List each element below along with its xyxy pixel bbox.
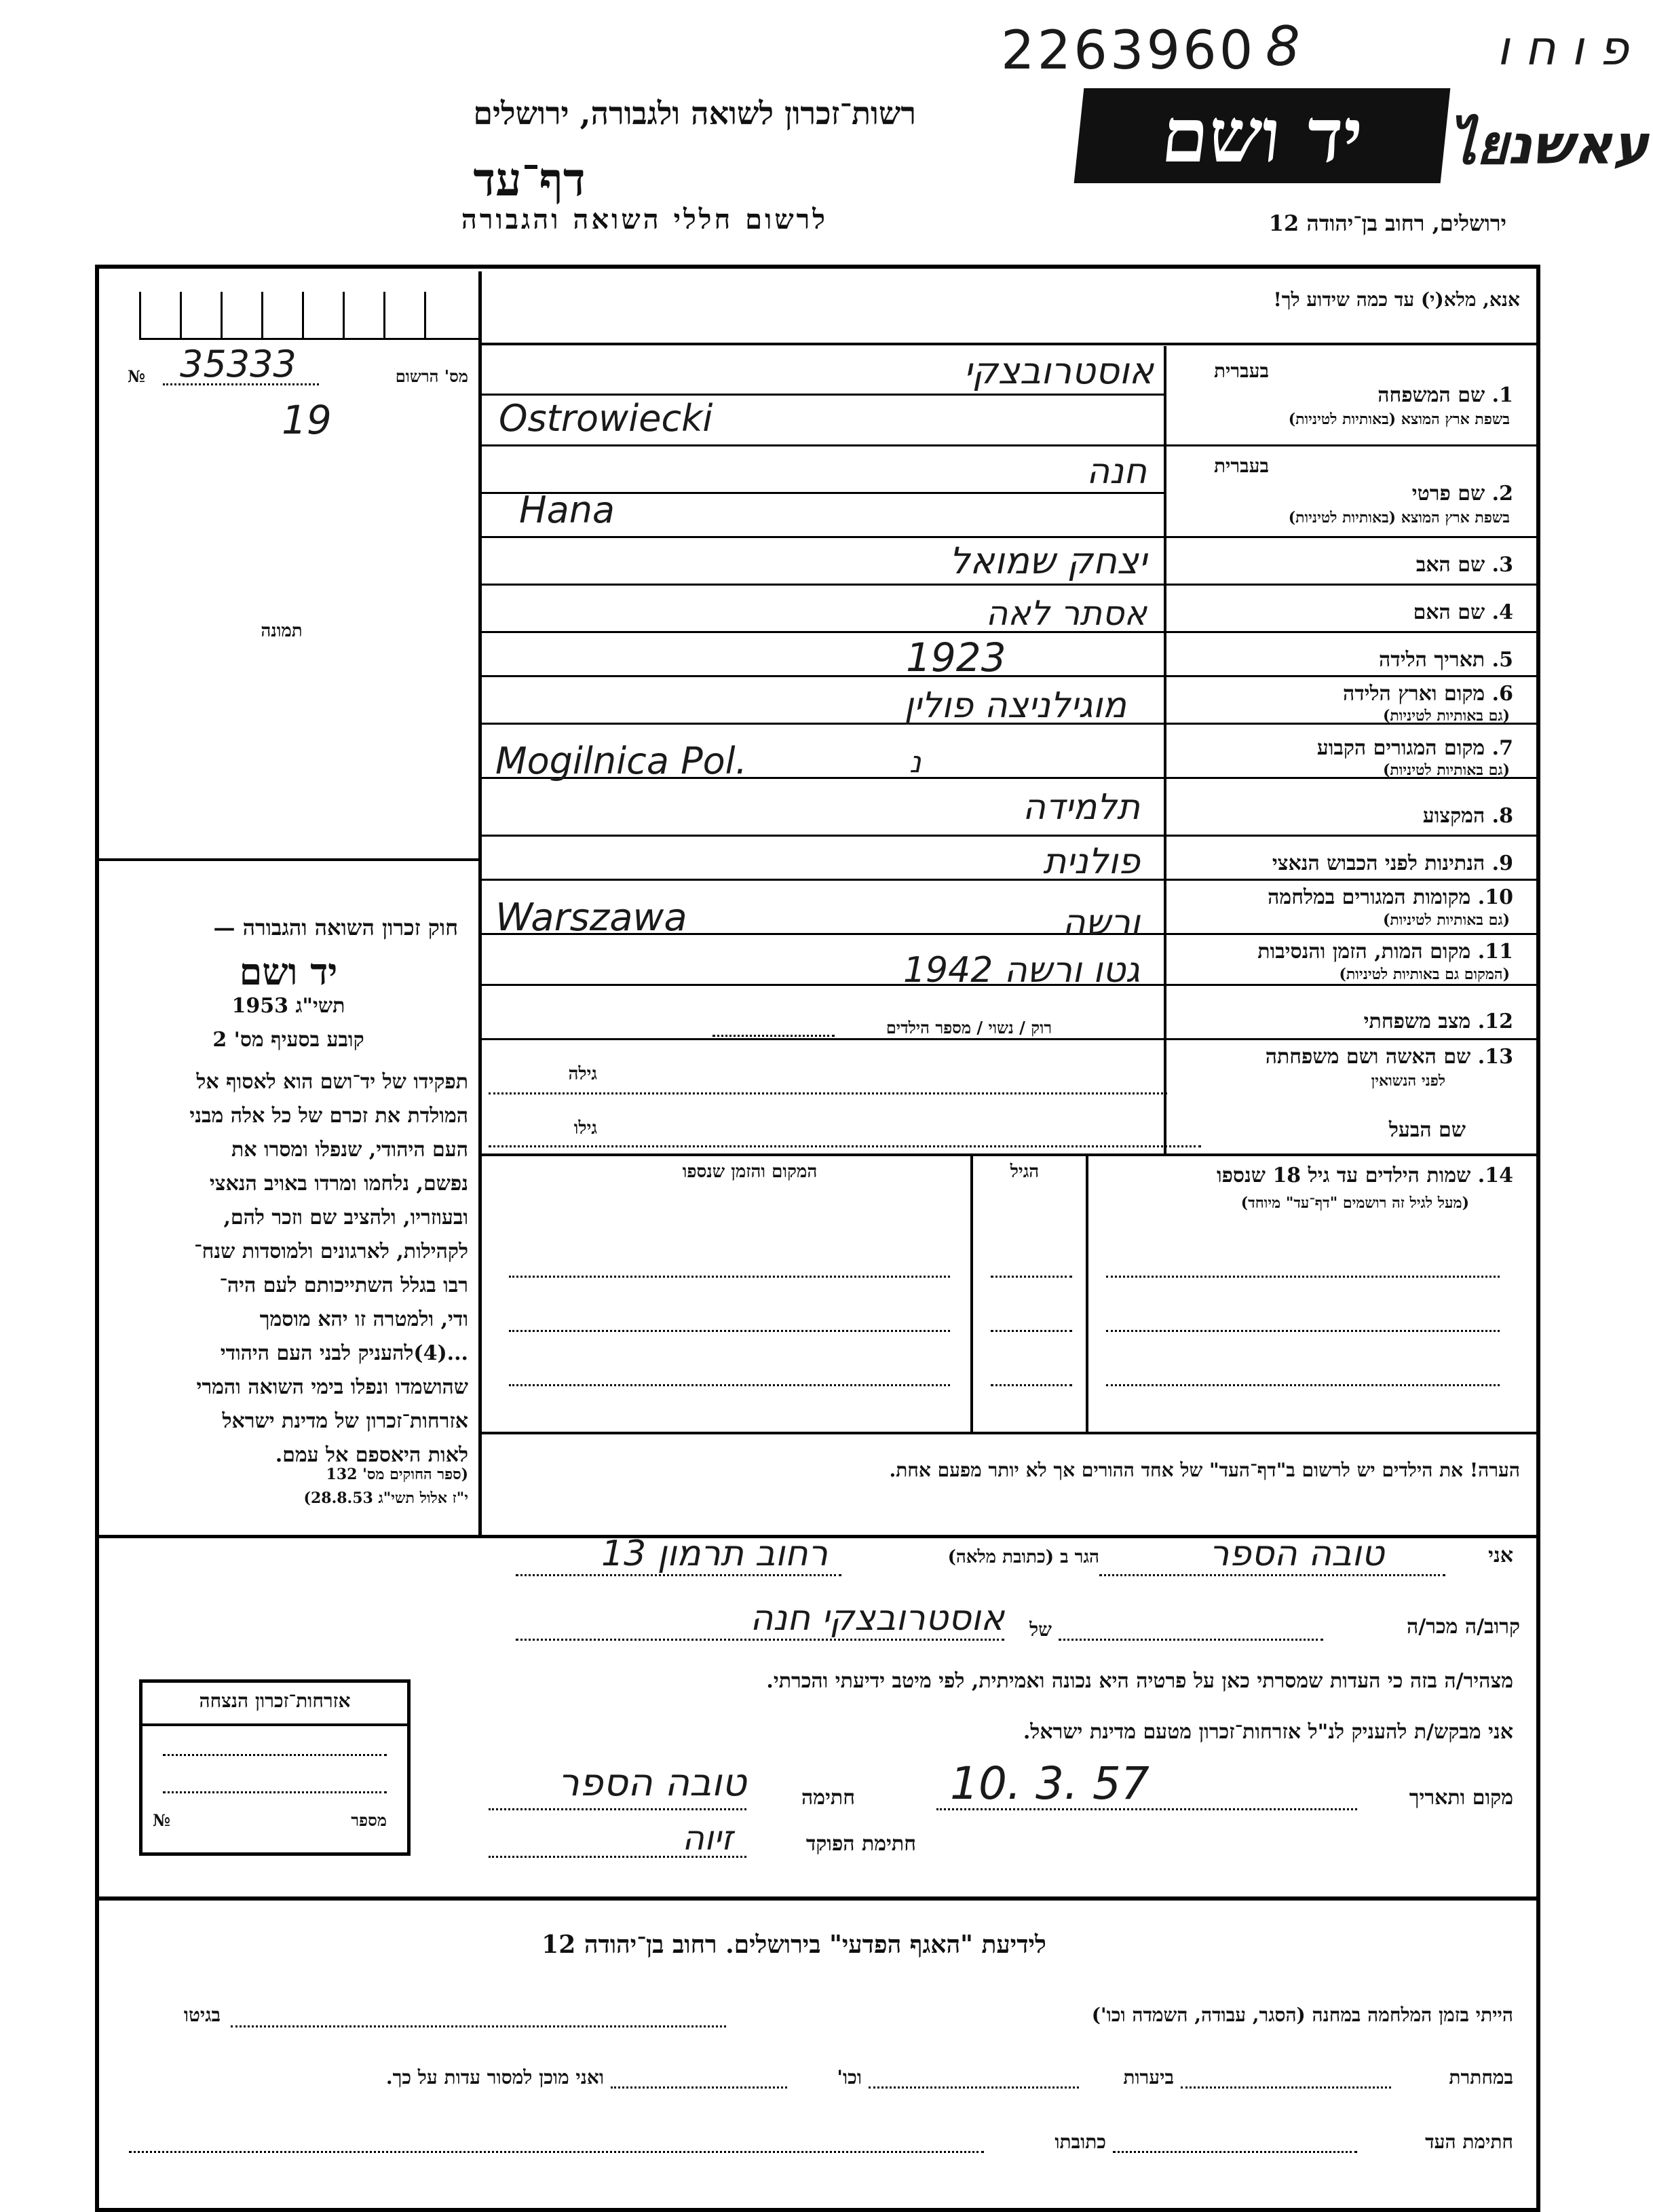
field-7-label [1208,736,1513,760]
field-6-label [1221,682,1513,706]
bottom-section-line [95,1896,1540,1901]
bottom-line3-dots-a [1113,2151,1357,2153]
archive-suffix: 8 [1266,15,1300,78]
law-line: העם היהודי, שנפלו ומסרו את [231,1138,468,1162]
officer-value[interactable]: זיוה [682,1818,733,1858]
declarant-of-value[interactable]: אוסטרובצקי חנה [750,1598,1004,1639]
law-line: המולדת את זכרם של כל אלה מבני [189,1104,468,1128]
bottom-line2-dots-a [1181,2086,1391,2089]
field-1-num: 1. [1492,383,1513,407]
law-line: לאות היאספם אל עמם. [275,1443,468,1467]
intro-text: אנא, מלא(י) עד כמה שידוע לך! [1273,288,1520,311]
row-line [482,1038,1540,1040]
declarant-relation-label: קרוב/ה מכר/ה [1407,1615,1520,1639]
children-col-age: הגיל [1010,1162,1040,1182]
law-ref-2: י"ז אלול תשי"ג 28.8.53) [303,1489,468,1507]
declarant-name-line [1099,1574,1445,1576]
request-text: אני מבקש/ת להעניק לנ"ל אזרחות־זכרון מטעם מדינת ישראל. [1023,1720,1513,1744]
field-12-text: מצב משפחתי [1363,1010,1471,1033]
form-subtitle: לרשום חללי השואה והגבורה [461,204,828,235]
registration-line [163,383,319,385]
field-8-label [1221,804,1513,828]
field-7-value[interactable]: נ [909,745,922,780]
citizenship-title-line [139,1723,411,1726]
field-9-num: 9. [1492,852,1513,875]
bottom-line2-c: וכו' [837,2066,862,2089]
bottom-line3-a: חתימת העד [1425,2131,1513,2153]
address: ירושלים, רחוב בן־יהודה 12 [1268,210,1506,236]
note-text: הערה! את הילדים יש לרשום ב"דף־העד" של אחד ההורים אך לא יותר מפעם אחת. [889,1459,1520,1481]
field-7-sub: (גם באותיות לטיניות) [1382,761,1510,779]
children-row [509,1384,950,1386]
field-9-text: הנתינות לפני הכבוש הנאצי [1272,852,1485,875]
children-col-1 [970,1153,973,1432]
field-5-text: תאריך הלידה [1379,648,1485,672]
citizenship-title: אזרחות־זכרון הנצחה [199,1690,351,1712]
children-row [509,1276,950,1278]
children-row [991,1330,1072,1332]
note-top-line [482,1432,1540,1434]
field-8-value[interactable]: תלמידה [1022,787,1140,828]
children-row [509,1330,950,1332]
signature-line [489,1808,746,1810]
place-date-value[interactable]: 10. 3. 57 [950,1757,1150,1810]
field-11-value[interactable]: גטו ורשה 1942 [902,950,1140,991]
field-2-lang: בעברית [1213,455,1269,477]
officer-label: חתימת הפוקד [805,1832,916,1856]
field-11-text: מקום המות, הזמן והנסיבות [1257,940,1471,964]
citizenship-number-mark: № [153,1810,171,1830]
children-row [991,1276,1072,1278]
husband-label: שם הבעל [1388,1118,1466,1142]
children-text: שמות הילדים עד גיל 18 שנספו [1216,1164,1471,1187]
law-line: ודי, ולמטרה זו יהא מוסמך [259,1308,468,1331]
field-1-sub: בשפת ארץ המוצא (באותיות לטיניות) [1288,411,1510,428]
field-13-label [1174,1045,1513,1069]
form-title: דף־עד [473,153,586,207]
field-2-num: 2. [1492,482,1513,506]
citizenship-number-label: מספר [351,1810,387,1830]
field-10-value-latin[interactable]: Warszawa [495,896,687,940]
field-13-extra: גילה [568,1064,597,1084]
field-6-num: 6. [1492,682,1513,706]
field-2-label [1221,482,1513,506]
field-6-value-latin[interactable]: Mogilnica Pol. [495,740,747,782]
field-9-label [1194,852,1513,875]
field-2-value-latin[interactable]: Hana [519,489,615,531]
logo-text: יד ושם [1157,92,1367,179]
citizenship-line [163,1754,387,1756]
law-line: נפשם, נלחמו ומרדו באויב הנאצי [209,1172,468,1196]
law-clause: קובע בסעיף מס' 2 [212,1028,364,1052]
field-12-num: 12. [1477,1010,1513,1033]
field-10-text: מקומות המגורים במלחמה [1268,885,1471,909]
bottom-line2-b: ביערות [1123,2066,1174,2089]
law-line: רבו בגלל השתייכותם לעם היה־ [219,1274,468,1297]
field-12-line [712,1035,835,1037]
field-1-value-he[interactable]: אוסטרובצקי [964,349,1154,392]
signature-label: חתימה [801,1786,855,1810]
declarant-name[interactable]: טובה הספר [1209,1533,1384,1574]
declarant-address-line [516,1574,841,1576]
law-line: ובעוזריו, ולהציב שם וזכר להם, [223,1206,468,1229]
citizenship-line [163,1791,387,1793]
bottom-title: לידיעת "האגף הפדעי" בירושלים. רחוב בן־יהודה 12 [542,1930,1046,1959]
field-6-value-he[interactable]: מוגילניצה פולין [904,685,1126,726]
field-2-sub: בשפת ארץ המוצא (באותיות לטיניות) [1288,509,1510,527]
field-2-text: שם פרטי [1411,482,1485,506]
bottom-line2-d: ואני מוכן למסור עדות על כך. [385,2066,604,2089]
declarant-of-label: של [1029,1618,1052,1641]
field-7-text: מקום המגורים הקבוע [1316,736,1485,760]
field-10-label [1181,885,1513,909]
field-11-label [1181,940,1513,964]
field-5-value[interactable]: 1923 [906,634,1006,681]
archive-number: 2263960 [1001,20,1256,81]
row-line [482,536,1540,538]
field-13-text: שם האשה ושם משפחתה [1265,1045,1471,1069]
bottom-line3-b: כתובתו [1054,2131,1106,2153]
bottom-line2-dots-c [611,2086,787,2089]
field-7-num: 7. [1492,736,1513,760]
field-12-label [1221,1010,1513,1033]
declarant-ani: אני [1488,1544,1513,1567]
law-line: ...(4)להעניק לבני העם היהודי [220,1341,468,1365]
field-13-num: 13. [1477,1045,1513,1069]
field-1-value-latin[interactable]: Ostrowiecki [499,397,713,440]
husband-line [489,1145,1201,1147]
children-col-2 [1086,1153,1088,1432]
field-2-value-he[interactable]: חנה [1086,451,1147,492]
field-3-value[interactable]: יצחק שמואל [949,539,1147,582]
field-4-label [1221,600,1513,624]
children-col-place: המקום והזמן שנספו [682,1162,818,1182]
field-4-num: 4. [1492,600,1513,624]
field-11-num: 11. [1477,940,1513,964]
children-row [1106,1384,1500,1386]
law-line: שהושמדו ונפלו בימי השואה והמרי [196,1375,468,1399]
law-line: אזרחות־זכרון של מדינת ישראל [222,1409,468,1433]
field-3-text: שם האב [1416,553,1485,577]
children-sub: (מעל לגיל זה רושמים "דף־עד" מיוחד) [1240,1194,1469,1212]
place-date-line [936,1808,1357,1810]
yad-vashem-logo [1074,88,1451,183]
row-line [482,835,1540,837]
declarant-of-line [516,1639,1004,1641]
registration-label: מס' הרשום [395,366,468,386]
row-line [482,444,1540,446]
field-10-num: 10. [1477,885,1513,909]
law-line: תפקידו של יד־ושם הוא לאסוף אל [196,1070,468,1094]
row-line [482,1153,1540,1156]
children-row [1106,1330,1500,1332]
field-13-sub: לפני הנשואין [1371,1072,1445,1090]
bottom-line2-a: במחתרת [1449,2066,1513,2089]
field-3-num: 3. [1492,553,1513,577]
law-ref-1: (ספר החוקים מס' 132 [326,1466,468,1483]
bottom-line1-a: הייתי בזמן המלחמה במחנה (הסגר, עבודה, השמדה וכו') [1091,2004,1513,2026]
field-11-sub: (המקום גם באותיות לטיניות) [1339,966,1510,983]
children-num: 14. [1477,1164,1513,1187]
photo-label: תמונה [261,621,303,641]
field-5-num: 5. [1492,648,1513,672]
children-label [1103,1164,1513,1187]
law-text [109,1065,468,1472]
left-panel-divider [478,271,482,1537]
husband-extra: גילו [573,1118,597,1139]
field-6-sub: (גם באותיות לטיניות) [1382,707,1510,725]
row-line [482,343,1540,345]
row-line [482,675,1540,677]
law-line: לקהילות, לארגונים ולמוסדות שנח־ [194,1240,468,1263]
photo-divider [95,858,480,861]
field-1-text: שם המשפחה [1378,383,1485,407]
registration-no-mark: № [128,366,146,386]
field-8-text: המקצוע [1422,804,1485,828]
bottom-line1-b: בגיטו [183,2004,221,2026]
field-1-lang: בעברית [1213,360,1269,382]
label-column-divider [1164,346,1166,1153]
children-row [1106,1276,1500,1278]
field-10-value-he[interactable]: ורשה [1062,902,1140,943]
declarant-relation-line [1059,1639,1323,1641]
authority-title: רשות־זכרון לשואה ולגבורה, ירושלים [473,95,916,132]
bottom-line3-dots-b [129,2151,984,2153]
row-line [482,584,1540,586]
declaration-text: מצהיר/ה בזה כי העדות שמסרתי כאן על פרטיה היא נכונה ואמיתית, לפי מיטב ידיעתי והכרתי. [766,1669,1513,1693]
declarant-address[interactable]: רחוב תרמון 13 [601,1533,828,1574]
bottom-line1-dots [231,2025,726,2027]
field-1-label [1221,383,1513,407]
bottom-line2-dots-b [869,2086,1079,2089]
field-6-text: מקום וארץ הלידה [1342,682,1485,706]
place-date-label: מקום ותאריך [1409,1786,1513,1810]
field-9-value[interactable]: פולנית [1043,841,1140,882]
children-row [991,1384,1072,1386]
registration-sub: 19 [282,397,332,443]
field-8-num: 8. [1492,804,1513,828]
officer-line [489,1856,746,1858]
field-13-line [489,1092,1167,1094]
field-5-label [1221,648,1513,672]
archive-mark: פ ו ח ו [1496,20,1629,76]
field-4-text: שם האם [1413,600,1485,624]
law-title: חוק זכרון השואה והגבורה — [213,915,458,940]
logo-handwriting: ไยעאשנ [1449,113,1649,176]
law-name: יד ושם [239,950,338,993]
field-4-value[interactable]: אסתר לאה [985,594,1147,633]
declarant-address-label: הגר ב (כתובת מלאה) [947,1547,1099,1567]
field-1-mid-line [482,394,1164,396]
tick-boxes [139,292,478,339]
signature-value[interactable]: טובה הספר [558,1761,746,1805]
field-3-label [1221,553,1513,577]
field-10-sub: (גם באותיות לטיניות) [1382,911,1510,929]
field-12-options: רוק / נשוי / מספר הילדים [886,1018,1052,1037]
law-year: תשי"ג 1953 [231,994,345,1018]
registration-value: 35333 [180,343,297,385]
